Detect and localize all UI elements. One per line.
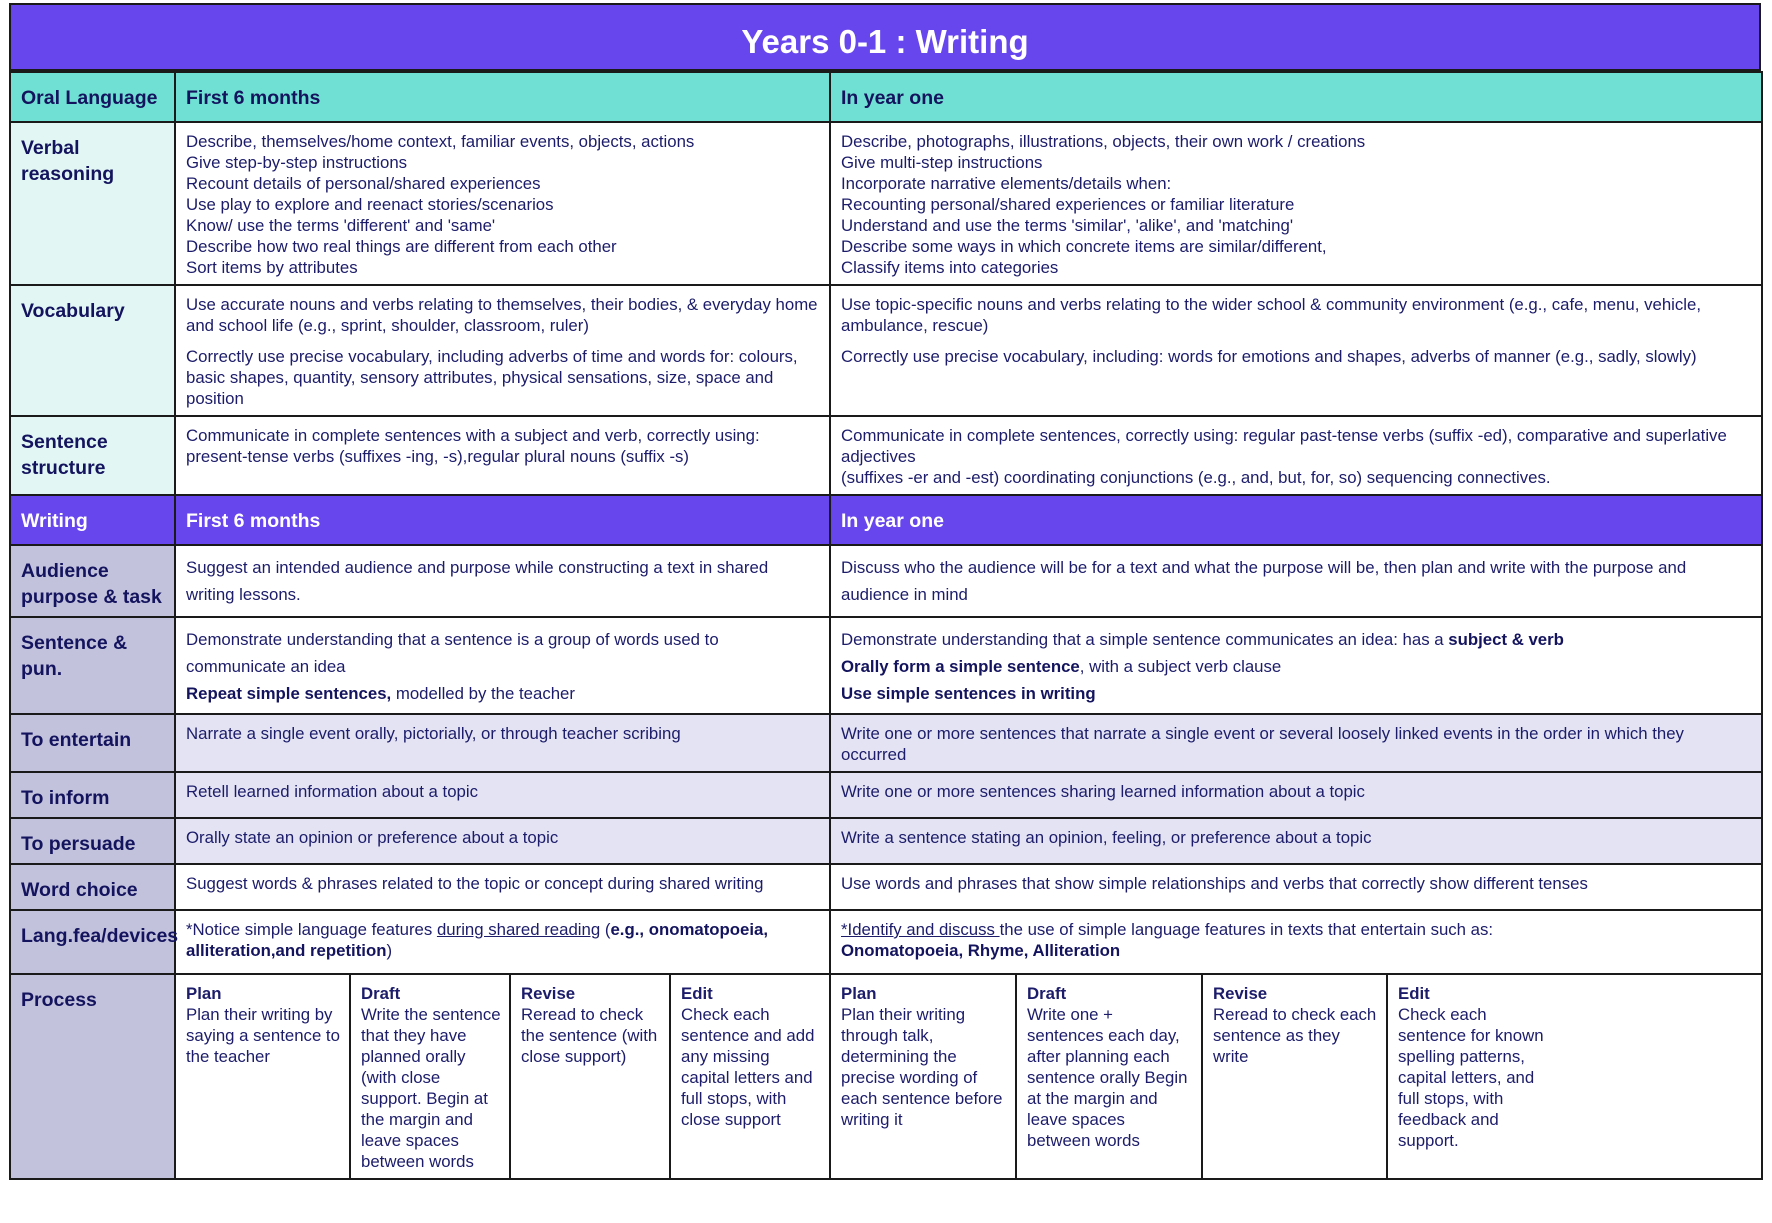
stage-text: Write the sentence that they have planned orally (with close support. Begin at the margin and leave spaces between words (361, 1005, 501, 1171)
persuade-year-one: Write a sentence stating an opinion, feeling, or preference about a topic (830, 818, 1762, 864)
row-label-vocabulary: Vocabulary (10, 285, 175, 416)
table-row (10, 545, 1762, 617)
curriculum-sheet (9, 3, 1763, 1223)
table-row (10, 818, 1762, 864)
curriculum-table (9, 71, 1763, 1180)
bold-text: Use simple sentences in writing (841, 684, 1096, 703)
writing-first-6-months-header: First 6 months (175, 495, 830, 545)
stage-heading: Plan (186, 984, 222, 1003)
stage-text: Reread to check each sentence as they write (1213, 1005, 1377, 1066)
vocabulary-year-one (830, 285, 1762, 416)
process-stage-plan (176, 975, 351, 1178)
oral-year-one-header: In year one (830, 72, 1762, 122)
stage-text: Reread to check the sentence (with close support) (521, 1005, 658, 1066)
text-line (841, 680, 1751, 707)
row-label-sentence-structure: Sentence structure (10, 416, 175, 495)
row-label-language-features: Lang.fea/devices (10, 910, 175, 974)
audience-first-6-months: Suggest an intended audience and purpose while constructing a text in shared writing lessons. (175, 545, 830, 617)
vocabulary-first-6-months (175, 285, 830, 416)
process-stage-draft (351, 975, 511, 1178)
text-line: Correctly use precise vocabulary, including adverbs of time and words for: colours, basic shapes, quantity, sensory attributes, physical sensations, size, space and position (186, 347, 798, 408)
sentence-structure-first-6-months (175, 416, 830, 495)
oral-language-header-row (10, 72, 1762, 122)
oral-language-header: Oral Language (10, 72, 175, 122)
process-stage-edit (1388, 975, 1759, 1178)
stage-text: Check each sentence for known spelling patterns, capital letters, and full stops, with feedback and support. (1398, 1005, 1544, 1150)
text-line: Correctly use precise vocabulary, including: words for emotions and shapes, adverbs of manner (e.g., sadly, slowly) (841, 347, 1697, 366)
process-stage-revise (1203, 975, 1388, 1178)
process-year-one (830, 974, 1762, 1179)
spacer (841, 336, 1751, 346)
text-line: (suffixes -er and -est) coordinating conjunctions (e.g., and, but, for, so) sequencing connectives. (841, 468, 1551, 487)
process-stages (831, 975, 1761, 1178)
text-line (841, 626, 1751, 653)
row-label-verbal-reasoning: Verbal reasoning (10, 122, 175, 285)
verbal-reasoning-year-one (830, 122, 1762, 285)
inform-first-6-months: Retell learned information about a topic (175, 772, 830, 818)
row-label-process: Process (10, 974, 175, 1179)
row-label-to-persuade: To persuade (10, 818, 175, 864)
underlined-text: *Identify and discuss (841, 920, 1000, 939)
stage-heading: Edit (681, 984, 713, 1003)
table-row (10, 617, 1762, 714)
text-line: Understand and use the terms 'similar', 'alike', and 'matching' (841, 216, 1294, 235)
inform-year-one: Write one or more sentences sharing learned information about a topic (830, 772, 1762, 818)
text-line: Describe some ways in which concrete items are similar/different, (841, 237, 1327, 256)
text-line: Know/ use the terms 'different' and 'same' (186, 216, 496, 235)
text: modelled by the teacher (391, 684, 575, 703)
bold-text: e.g., onomatopoeia, alliteration,and repetition (186, 920, 769, 960)
language-features-year-one (830, 910, 1762, 974)
stage-heading: Edit (1398, 984, 1430, 1003)
text: ( (600, 920, 611, 939)
entertain-year-one: Write one or more sentences that narrate a single event or several loosely linked events in the order in which they occurred (830, 714, 1762, 772)
process-stages (176, 975, 829, 1178)
text-line: Sort items by attributes (186, 258, 358, 277)
process-stage-revise (511, 975, 671, 1178)
stage-heading: Revise (521, 984, 576, 1003)
text-line (841, 653, 1751, 680)
table-row (10, 285, 1762, 416)
text-line: Give multi-step instructions (841, 153, 1043, 172)
text: the use of simple language features in texts that entertain such as: (999, 920, 1494, 939)
stage-text: Write one + sentences each day, after planning each sentence orally Begin at the margin and leave spaces between words (1027, 1005, 1188, 1150)
text-line: Use accurate nouns and verbs relating to themselves, their bodies, & everyday home and school life (e.g., sprint, shoulder, classroom, ruler) (186, 295, 818, 335)
verbal-reasoning-first-6-months (175, 122, 830, 285)
text-line: Classify items into categories (841, 258, 1059, 277)
stage-heading: Plan (841, 984, 877, 1003)
oral-first-6-months-header: First 6 months (175, 72, 830, 122)
word-choice-year-one: Use words and phrases that show simple relationships and verbs that correctly show different tenses (830, 864, 1762, 910)
table-row (10, 864, 1762, 910)
text-line: Recount details of personal/shared experiences (186, 174, 541, 193)
table-row (10, 772, 1762, 818)
text-line (841, 940, 1751, 961)
row-label-word-choice: Word choice (10, 864, 175, 910)
text-line: Describe how two real things are different from each other (186, 237, 617, 256)
row-label-to-entertain: To entertain (10, 714, 175, 772)
table-row (10, 714, 1762, 772)
writing-year-one-header: In year one (830, 495, 1762, 545)
text-line: Use topic-specific nouns and verbs relating to the wider school & community environment (e.g., cafe, menu, vehicle, ambulance, rescue) (841, 295, 1701, 335)
bold-text: subject & verb (1448, 630, 1564, 649)
row-label-to-inform: To inform (10, 772, 175, 818)
process-stage-plan (831, 975, 1017, 1178)
audience-year-one: Discuss who the audience will be for a text and what the purpose will be, then plan and write with the purpose and audience in mind (830, 545, 1762, 617)
word-choice-first-6-months: Suggest words & phrases related to the topic or concept during shared writing (175, 864, 830, 910)
sentence-first-6-months (175, 617, 830, 714)
process-first-6-months (175, 974, 830, 1179)
text-line (186, 680, 819, 707)
stage-text: Check each sentence and add any missing capital letters and full stops, with close support (681, 1005, 815, 1129)
process-stage-edit (671, 975, 827, 1178)
text-line: Give step-by-step instructions (186, 153, 408, 172)
text-line: Recounting personal/shared experiences or familiar literature (841, 195, 1295, 214)
row-label-sentence-punctuation: Sentence & pun. (10, 617, 175, 714)
bold-text: Onomatopoeia, Rhyme, Alliteration (841, 941, 1121, 960)
table-row (10, 974, 1762, 1179)
text-line: Incorporate narrative elements/details when: (841, 174, 1172, 193)
table-row (10, 122, 1762, 285)
language-features-first-6-months (175, 910, 830, 974)
bold-text: Repeat simple sentences, (186, 684, 392, 703)
stage-text: Plan their writing by saying a sentence to the teacher (186, 1005, 340, 1066)
text: , with a subject verb clause (1079, 657, 1282, 676)
text-line: present-tense verbs (suffixes -ing, -s),regular plural nouns (suffix -s) (186, 447, 690, 466)
persuade-first-6-months: Orally state an opinion or preference about a topic (175, 818, 830, 864)
table-row (10, 910, 1762, 974)
stage-text: Plan their writing through talk, determining the precise wording of each sentence before writing it (841, 1005, 1003, 1129)
process-stage-draft (1017, 975, 1203, 1178)
text-line: Demonstrate understanding that a sentence is a group of words used to communicate an idea (186, 630, 719, 676)
text: Demonstrate understanding that a simple sentence communicates an idea: has a (841, 630, 1449, 649)
bold-text: Orally form a simple sentence (841, 657, 1080, 676)
underlined-text: during shared reading (436, 920, 601, 939)
page-title: Years 0-1 : Writing (9, 3, 1761, 71)
text-line: Use play to explore and reenact stories/scenarios (186, 195, 554, 214)
writing-header-row (10, 495, 1762, 545)
sentence-year-one (830, 617, 1762, 714)
row-label-audience: Audience purpose & task (10, 545, 175, 617)
stage-heading: Revise (1213, 984, 1268, 1003)
text-line: Describe, themselves/home context, familiar events, objects, actions (186, 132, 695, 151)
text-line: Communicate in complete sentences, correctly using: regular past-tense verbs (suffix -ed), comparative and superlative adjectives (841, 426, 1727, 466)
table-row (10, 416, 1762, 495)
stage-heading: Draft (361, 984, 401, 1003)
text: *Notice simple language features (186, 920, 437, 939)
entertain-first-6-months: Narrate a single event orally, pictorially, or through teacher scribing (175, 714, 830, 772)
stage-heading: Draft (1027, 984, 1067, 1003)
text-line: Describe, photographs, illustrations, objects, their own work / creations (841, 132, 1366, 151)
text-line: Communicate in complete sentences with a subject and verb, correctly using: (186, 426, 760, 445)
sentence-structure-year-one (830, 416, 1762, 495)
spacer (186, 336, 819, 346)
writing-header: Writing (10, 495, 175, 545)
text-line (841, 919, 1751, 940)
text: ) (386, 941, 393, 960)
